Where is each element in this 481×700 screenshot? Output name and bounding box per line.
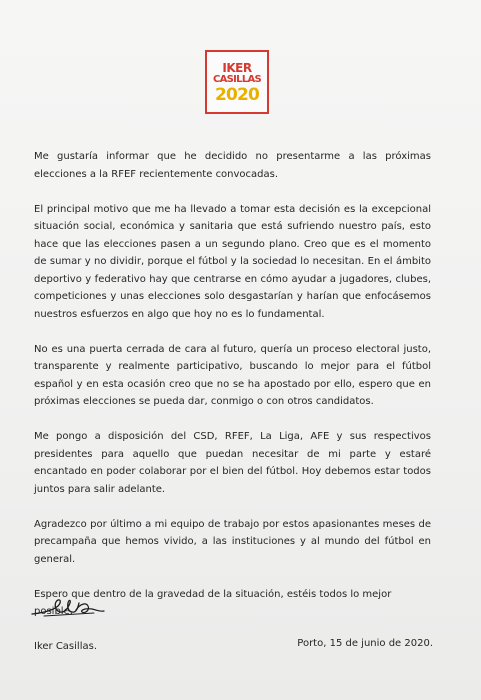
paragraph-5: Agradezco por último a mi equipo de trabajo por estos apasionantes meses de precampaña que hemos vivido, a las instituciones y al mundo del fútbol en general.: [34, 518, 431, 565]
paragraph-1: Me gustaría informar que he decidido no presentarme a las próximas elecciones a la RFEF recientemente convocadas.: [34, 151, 431, 180]
place-date: Porto, 15 de junio de 2020.: [297, 638, 433, 649]
paragraph-4: Me pongo a disposición del CSD, RFEF, La Liga, AFE y sus respectivos presidentes para aquello que puedan necesitar de mi parte y estaré encantado en poder colaborar por el bien del fútbol. Hoy debemos estar todos juntos para salir adelante.: [34, 431, 431, 495]
logo-line-1: IKER: [222, 60, 252, 75]
logo-line-3: 2020: [214, 84, 260, 105]
closing-name: Iker Casillas.: [34, 641, 97, 652]
paragraph-2: El principal motivo que me ha llevado a tomar esta decisión es la excepcional situación social, económica y sanitaria que está sufriendo nuestro país, esto hace que las elecciones pasen a un segundo plano. Creo que es el momento de sumar y no dividir, porque el fútbol y la sociedad lo necesitan. En el ámbito deportivo y federativo hay que centrarse en cómo ayudar a jugadores, clubes, competiciones y unas elecciones solo desgastarían y harían que enfocásemos nuestros esfuerzos en algo que hoy no es lo fundamental.: [34, 203, 431, 320]
handwritten-signature: [30, 594, 126, 620]
campaign-logo: [205, 50, 269, 114]
paragraph-6: Espero que dentro de la gravedad de la situación, estéis todos lo mejor posible.: [34, 588, 392, 617]
logo-line-2: CASILLAS: [212, 73, 262, 85]
paragraph-3: No es una puerta cerrada de cara al futuro, quería un proceso electoral justo, transparente y realmente participativo, buscando lo mejor para el fútbol español y en esta ocasión creo que no se ha apostado por ello, espero que en próximas elecciones se pueda dar, conmigo o con otros candidatos.: [34, 343, 431, 407]
